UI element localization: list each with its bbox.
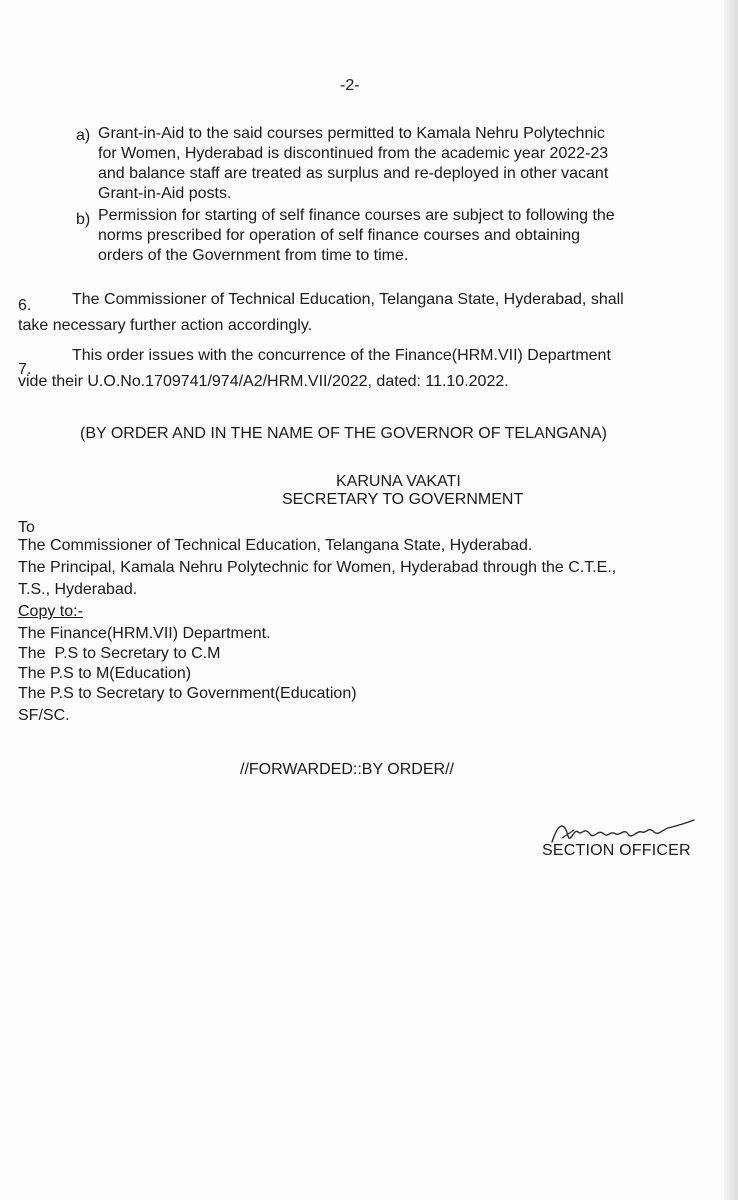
condition-b-line-2: norms prescribed for operation of self finance courses and obtaining xyxy=(98,227,581,244)
signatory-designation: SECRETARY TO GOVERNMENT xyxy=(282,491,524,508)
copy-5: SF/SC. xyxy=(18,707,70,724)
to-label: To xyxy=(18,519,35,536)
condition-a-marker: a) xyxy=(76,127,91,144)
condition-a-line-2: for Women, Hyderabad is discontinued from the academic year 2022-23 xyxy=(98,145,609,162)
forwarded-line: //FORWARDED::BY ORDER// xyxy=(240,761,454,778)
condition-a-line-1: Grant-in-Aid to the said courses permitted to Kamala Nehru Polytechnic xyxy=(98,125,605,142)
condition-a-line-4: Grant-in-Aid posts. xyxy=(98,185,232,202)
copy-1: The Finance(HRM.VII) Department. xyxy=(18,625,271,642)
condition-b-marker: b) xyxy=(76,211,91,228)
copy-to-label: Copy to:- xyxy=(18,603,83,620)
page-edge-shadow xyxy=(724,0,738,1200)
condition-a-line-3: and balance staff are treated as surplus and re-deployed in other vacant xyxy=(98,165,609,182)
recipient-3: T.S., Hyderabad. xyxy=(18,581,138,598)
section-officer-label: SECTION OFFICER xyxy=(542,842,691,859)
recipient-2: The Principal, Kamala Nehru Polytechnic for Women, Hyderabad through the C.T.E., xyxy=(18,559,617,576)
copy-4: The P.S to Secretary to Government(Education) xyxy=(18,685,357,702)
recipient-1: The Commissioner of Technical Education, Telangana State, Hyderabad. xyxy=(18,537,533,554)
copy-2: The P.S to Secretary to C.M xyxy=(18,645,221,662)
paragraph-7-line-2: vide their U.O.No.1709741/974/A2/HRM.VII/2022, dated: 11.10.2022. xyxy=(18,373,509,390)
paragraph-6-line-1: The Commissioner of Technical Education, Telangana State, Hyderabad, shall xyxy=(72,291,624,308)
condition-b-line-1: Permission for starting of self finance courses are subject to following the xyxy=(98,207,615,224)
page-number: -2- xyxy=(340,77,360,94)
copy-3: The P.S to M(Education) xyxy=(18,665,192,682)
paragraph-6-line-2: take necessary further action accordingly. xyxy=(18,317,313,334)
paragraph-7-number: 7. xyxy=(18,361,32,378)
order-line: (BY ORDER AND IN THE NAME OF THE GOVERNOR OF TELANGANA) xyxy=(80,425,607,442)
paragraph-7-line-1: This order issues with the concurrence of the Finance(HRM.VII) Department xyxy=(72,347,611,364)
paragraph-6-number: 6. xyxy=(18,297,32,314)
signatory-name: KARUNA VAKATI xyxy=(336,473,461,490)
condition-b-line-3: orders of the Government from time to time. xyxy=(98,247,409,264)
